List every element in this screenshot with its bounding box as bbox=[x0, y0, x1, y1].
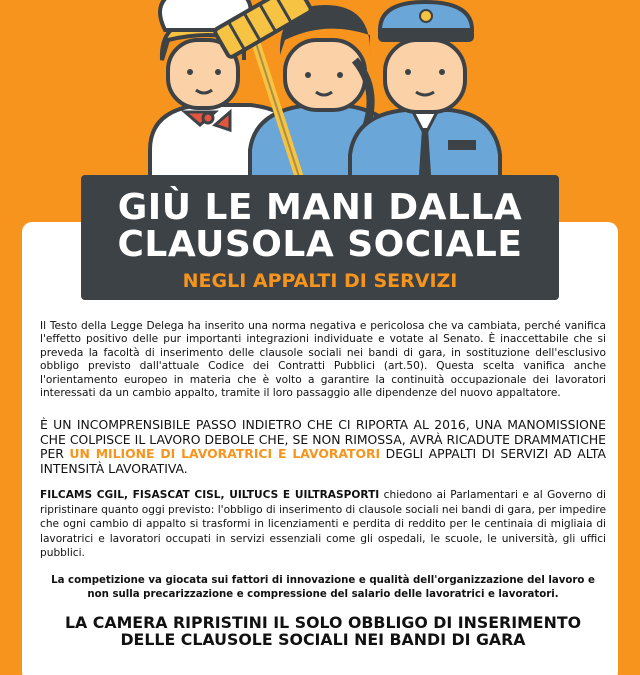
warning-text-a: È UN INCOMPRENSIBILE PASSO INDIETRO CHE CI RIPORTA AL 2016, UNA MANOMISSIONE CHE COLPISCE IL LAVORO DEBOLE CHE, SE NON RIMOSSA, AVRÀ RICADUTE DRAMMATICHE PER bbox=[40, 417, 606, 462]
paragraph-unions bbox=[40, 488, 606, 561]
warning-highlight: UN MILIONE DI LAVORATRICI E LAVORATORI bbox=[69, 446, 381, 462]
page-title bbox=[81, 175, 559, 263]
paragraph-warning bbox=[40, 418, 606, 476]
closing-demand: LA CAMERA RIPRISTINI IL SOLO OBBLIGO DI INSERIMENTO DELLE CLAUSOLE SOCIALI NEI BANDI DI GARA bbox=[64, 612, 582, 649]
paragraph-competition: La competizione va giocata sui fattori di innovazione e qualità dell'organizzazione del lavoro e non sulla precarizzazione e compressione del salario delle lavoratrici e lavoratori. bbox=[51, 574, 595, 600]
unions-request: chiedono ai Parlamentari e al Governo di ripristinare quanto oggi previsto: l'obbligo di inserimento di clausole sociali nei bandi di gara, per impedire che ogni cambio di appalto si trasformi in licenziamenti e perdita di reddito per le centinaia di migliaia di lavoratrici e lavoratori occupati in servizi essenziali come gli ospedali, le scuole, le università, gli uffici pubblici. bbox=[40, 489, 607, 560]
title-line-2: CLAUSOLA SOCIALE bbox=[117, 224, 523, 265]
page-subtitle: NEGLI APPALTI DI SERVIZI bbox=[182, 270, 458, 292]
unions-names: FILCAMS CGIL, FISASCAT CISL, UILTUCS E UILTRASPORTI bbox=[40, 489, 380, 502]
title-banner bbox=[81, 175, 559, 300]
body-text bbox=[40, 320, 606, 648]
workers-illustration bbox=[0, 0, 640, 200]
title-line-1: GIÙ LE MANI DALLA bbox=[117, 187, 523, 228]
paragraph-intro: Il Testo della Legge Delega ha inserito una norma negativa e pericolosa che va cambiata, perché vanifica l'effetto positivo delle pur importanti integrazioni individuate e votate al Senato. È inaccettabile che si preveda la facoltà di inserimento delle clausole sociali nei bandi di gara, in sostituzione dell'esclusivo obbligo previsto dall'attuale Codice dei Contratti Pubblici (art.50). Questa scelta vanifica anche l'orientamento europeo in materia che è volto a garantire la continuità occupazionale dei lavoratori interessati da un cambio appalto, tramite il loro passaggio alle dipendenze del nuovo appaltatore. bbox=[40, 320, 606, 400]
warning-text-c: DEGLI APPALTI DI SERVIZI AD ALTA INTENSITÀ LAVORATIVA. bbox=[40, 446, 606, 476]
